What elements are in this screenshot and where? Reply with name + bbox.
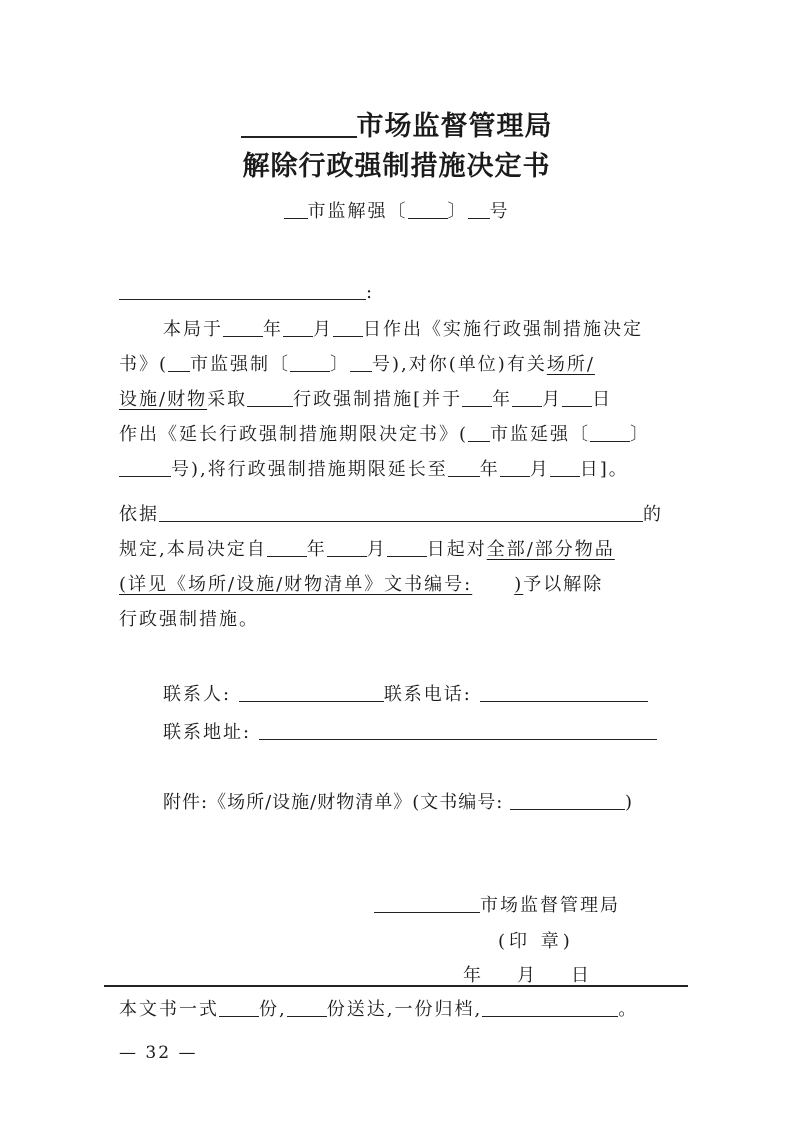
body-line-3 xyxy=(119,385,612,411)
text: 。 xyxy=(618,999,639,1020)
doc-code-blank[interactable] xyxy=(472,574,514,595)
ext-year-blank[interactable] xyxy=(462,388,492,407)
sign-day[interactable]: 日 xyxy=(571,965,591,986)
text: 的 xyxy=(643,504,663,525)
copies-total-blank[interactable] xyxy=(219,998,259,1017)
enforce-year-blank[interactable] xyxy=(290,353,330,372)
addressee xyxy=(119,281,374,303)
text: 号),将行政强制措施期限延长至 xyxy=(171,459,448,480)
text: 日作出《实施行政强制措施决定 xyxy=(363,319,643,340)
body-line-7 xyxy=(119,535,615,561)
contact-row-2 xyxy=(163,718,657,744)
contact-phone-label: 联系电话: xyxy=(383,684,472,705)
release-month-blank[interactable] xyxy=(327,538,367,557)
doc-number-prefix-blank[interactable] xyxy=(284,200,308,219)
text: 月 xyxy=(313,319,333,340)
text: 日 xyxy=(592,389,613,410)
doc-number-bracket: 〕 xyxy=(447,201,468,222)
page-number: — 32 — xyxy=(119,1043,198,1063)
text: 月 xyxy=(366,539,387,560)
release-day-blank[interactable] xyxy=(387,538,427,557)
text: 〕 xyxy=(330,354,351,375)
ext-day-blank[interactable] xyxy=(562,388,592,407)
doc-number xyxy=(0,197,793,223)
text: 行政强制措施[并于 xyxy=(293,389,463,410)
option-facility-property[interactable]: 设施/财物 xyxy=(119,389,208,410)
limit-year-blank[interactable] xyxy=(448,458,480,477)
signature-org xyxy=(374,891,620,917)
date-year-blank[interactable] xyxy=(223,318,263,337)
body-line-6 xyxy=(119,500,663,526)
release-year-blank[interactable] xyxy=(267,538,307,557)
contact-phone-input[interactable] xyxy=(480,683,648,702)
text: 年 xyxy=(263,319,283,340)
text: 年 xyxy=(492,389,513,410)
ext-month-blank[interactable] xyxy=(512,388,542,407)
limit-day-blank[interactable] xyxy=(550,458,580,477)
enforce-seq-blank[interactable] xyxy=(350,353,372,372)
body-line-9: 行政强制措施。 xyxy=(119,609,259,630)
text: 予以解除 xyxy=(523,574,604,595)
limit-month-blank[interactable] xyxy=(500,458,530,477)
measure-type-blank[interactable] xyxy=(247,388,293,407)
signature-org-blank[interactable] xyxy=(374,894,480,913)
text: ) xyxy=(514,574,524,595)
sign-month[interactable]: 月 xyxy=(517,965,537,986)
date-month-blank[interactable] xyxy=(283,318,313,337)
text: 市监强制〔 xyxy=(190,354,291,375)
text: 采取 xyxy=(207,389,248,410)
archive-blank[interactable] xyxy=(482,998,618,1017)
addressee-colon: : xyxy=(366,281,375,303)
copies-line xyxy=(119,995,638,1021)
text: 份送达,一份归档, xyxy=(326,999,483,1020)
text: 规定,本局决定自 xyxy=(119,539,267,560)
body-line-1 xyxy=(163,315,643,341)
text: 年 xyxy=(479,459,500,480)
extend-seq-blank[interactable] xyxy=(119,458,171,477)
contact-row-1 xyxy=(163,680,648,706)
footer-divider xyxy=(104,985,688,987)
extend-year-blank[interactable] xyxy=(590,423,630,442)
org-suffix: 市场监督管理局 xyxy=(356,111,553,142)
text: 份, xyxy=(259,999,287,1020)
header-org xyxy=(0,104,793,143)
doc-title: 解除行政强制措施决定书 xyxy=(242,151,551,182)
text: 市监延强〔 xyxy=(490,424,591,445)
text: 年 xyxy=(306,539,327,560)
attachment xyxy=(163,788,633,814)
addressee-blank[interactable] xyxy=(119,281,366,300)
text: 〕 xyxy=(630,424,651,445)
text: 日起对 xyxy=(426,539,487,560)
signature-date xyxy=(463,961,591,987)
contact-person-label: 联系人: xyxy=(163,684,232,705)
legal-basis-blank[interactable] xyxy=(159,503,643,522)
body-line-8 xyxy=(119,570,603,596)
contact-address-label: 联系地址: xyxy=(163,722,252,743)
text: 依据 xyxy=(119,504,159,525)
option-all-partial-items[interactable]: 全部/部分物品 xyxy=(486,539,615,560)
seal-label: (印 章) xyxy=(498,931,574,952)
text: 书》( xyxy=(119,354,169,375)
extend-prefix-blank[interactable] xyxy=(468,423,490,442)
text: 日]。 xyxy=(579,459,629,480)
doc-number-label: 市监解强〔 xyxy=(307,201,408,222)
text: 号),对你(单位)有关 xyxy=(372,354,547,375)
doc-number-year-blank[interactable] xyxy=(408,200,448,219)
text: 月 xyxy=(542,389,563,410)
text: 月 xyxy=(529,459,550,480)
attachment-doc-code-input[interactable] xyxy=(510,791,625,810)
copies-served-blank[interactable] xyxy=(287,998,327,1017)
body-line-2 xyxy=(119,350,595,376)
doc-number-suffix: 号 xyxy=(489,201,510,222)
date-day-blank[interactable] xyxy=(333,318,363,337)
contact-address-input[interactable] xyxy=(259,721,657,740)
doc-number-seq-blank[interactable] xyxy=(468,200,490,219)
attachment-close: ) xyxy=(625,792,634,813)
text: 作出《延长行政强制措施期限决定书》( xyxy=(119,424,469,445)
signature-org-suffix: 市场监督管理局 xyxy=(480,895,620,916)
text: 本文书一式 xyxy=(119,999,219,1020)
sign-year[interactable]: 年 xyxy=(463,965,483,986)
option-place[interactable]: 场所/ xyxy=(546,354,595,375)
text: 本局于 xyxy=(163,319,223,340)
org-blank[interactable] xyxy=(241,109,357,138)
contact-person-input[interactable] xyxy=(239,683,384,702)
body-line-5 xyxy=(119,455,629,481)
text: (详见《场所/设施/财物清单》文书编号: xyxy=(119,574,473,595)
attachment-label: 附件:《场所/设施/财物清单》(文书编号: xyxy=(163,792,504,813)
body-line-4 xyxy=(119,420,650,446)
enforce-prefix-blank[interactable] xyxy=(168,353,190,372)
